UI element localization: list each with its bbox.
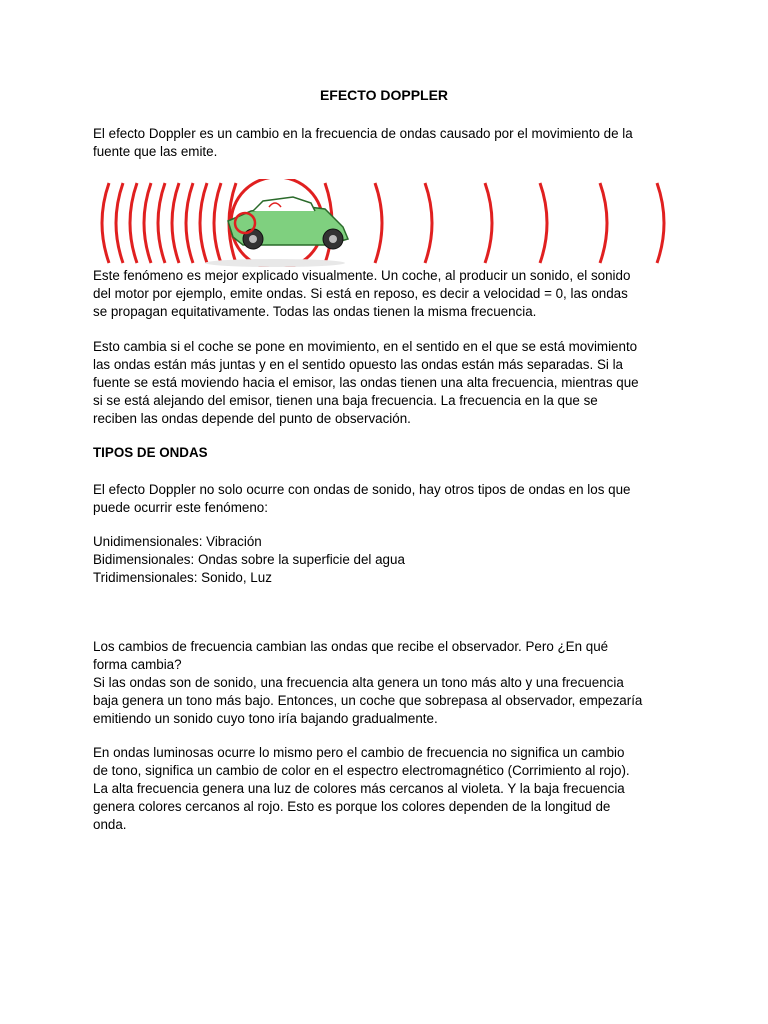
text-line: de tono, significa un cambio de color en el espectro electromagnético (Corrimiento al rojo). [93, 763, 630, 778]
wave-arc-left [214, 183, 221, 263]
text-line: Los cambios de frecuencia cambian las ondas que recibe el observador. Pero ¿En qué [93, 639, 609, 654]
paragraph-3 [93, 481, 683, 517]
doppler-car-illustration [93, 179, 683, 267]
wave-arc-right [375, 183, 382, 263]
text-line: fuente que las emite. [93, 144, 218, 159]
wave-arc-right [540, 183, 547, 263]
wave-arc-left [102, 183, 109, 263]
wave-arc-left [130, 183, 137, 263]
text-line: En ondas luminosas ocurre lo mismo pero el cambio de frecuencia no significa un cambio [93, 745, 625, 760]
list-item: Bidimensionales: Ondas sobre la superficie del agua [93, 552, 405, 567]
paragraph-1 [93, 267, 683, 321]
text-line: El efecto Doppler es un cambio en la frecuencia de ondas causado por el movimiento de la [93, 126, 633, 141]
wave-arc-right [425, 183, 432, 263]
text-line: El efecto Doppler no solo ocurre con ondas de sonido, hay otros tipos de ondas en los que [93, 482, 631, 497]
wave-arc-left [200, 183, 207, 263]
wave-arc-right [485, 183, 492, 263]
paragraph-4 [93, 638, 683, 728]
text-line: baja genera un tono más bajo. Entonces, un coche que sobrepasa al observador, empezaría [93, 693, 643, 708]
wave-arc-left [172, 183, 179, 263]
wave-arc-left [186, 183, 193, 263]
text-line: puede ocurrir este fenómeno: [93, 500, 268, 515]
section-heading: TIPOS DE ONDAS [93, 445, 208, 460]
paragraph-5 [93, 744, 683, 834]
text-line: Este fenómeno es mejor explicado visualmente. Un coche, al producir un sonido, el sonido [93, 268, 631, 283]
wave-types-list [93, 533, 683, 587]
wave-arc-right [657, 183, 664, 263]
list-item: Unidimensionales: Vibración [93, 534, 262, 549]
text-line: fuente se está moviendo hacia el emisor, las ondas tienen una alta frecuencia, mientras que [93, 375, 639, 390]
text-line: reciben las ondas depende del punto de observación. [93, 411, 411, 426]
list-item: Tridimensionales: Sonido, Luz [93, 570, 272, 585]
text-line: si se está alejando del emisor, tienen una baja frecuencia. La frecuencia en la que se [93, 393, 598, 408]
text-line: onda. [93, 817, 127, 832]
wave-arc-right [600, 183, 607, 263]
intro-paragraph [93, 125, 683, 161]
text-line: forma cambia? [93, 657, 182, 672]
text-line: Esto cambia si el coche se pone en movimiento, en el sentido en el que se está movimiento [93, 339, 638, 354]
text-line: Si las ondas son de sonido, una frecuencia alta genera un tono más alto y una frecuencia [93, 675, 624, 690]
text-line: del motor por ejemplo, emite ondas. Si está en reposo, es decir a velocidad = 0, las ondas [93, 286, 628, 301]
wave-arc-left [158, 183, 165, 263]
text-line: genera colores cercanos al rojo. Esto es porque los colores dependen de la longitud de [93, 799, 611, 814]
text-line: se propagan equitativamente. Todas las ondas tienen la misma frecuencia. [93, 304, 537, 319]
page-title: EFECTO DOPPLER [319, 87, 449, 103]
text-line: La alta frecuencia genera una luz de colores más cercanos al violeta. Y la baja frecuencia [93, 781, 625, 796]
text-line: las ondas están más juntas y en el sentido opuesto las ondas están más separadas. Si la [93, 357, 623, 372]
wave-arc-left [144, 183, 151, 263]
wave-arc-left [116, 183, 123, 263]
text-line: emitiendo un sonido cuyo tono iría bajando gradualmente. [93, 711, 438, 726]
paragraph-2 [93, 338, 683, 428]
